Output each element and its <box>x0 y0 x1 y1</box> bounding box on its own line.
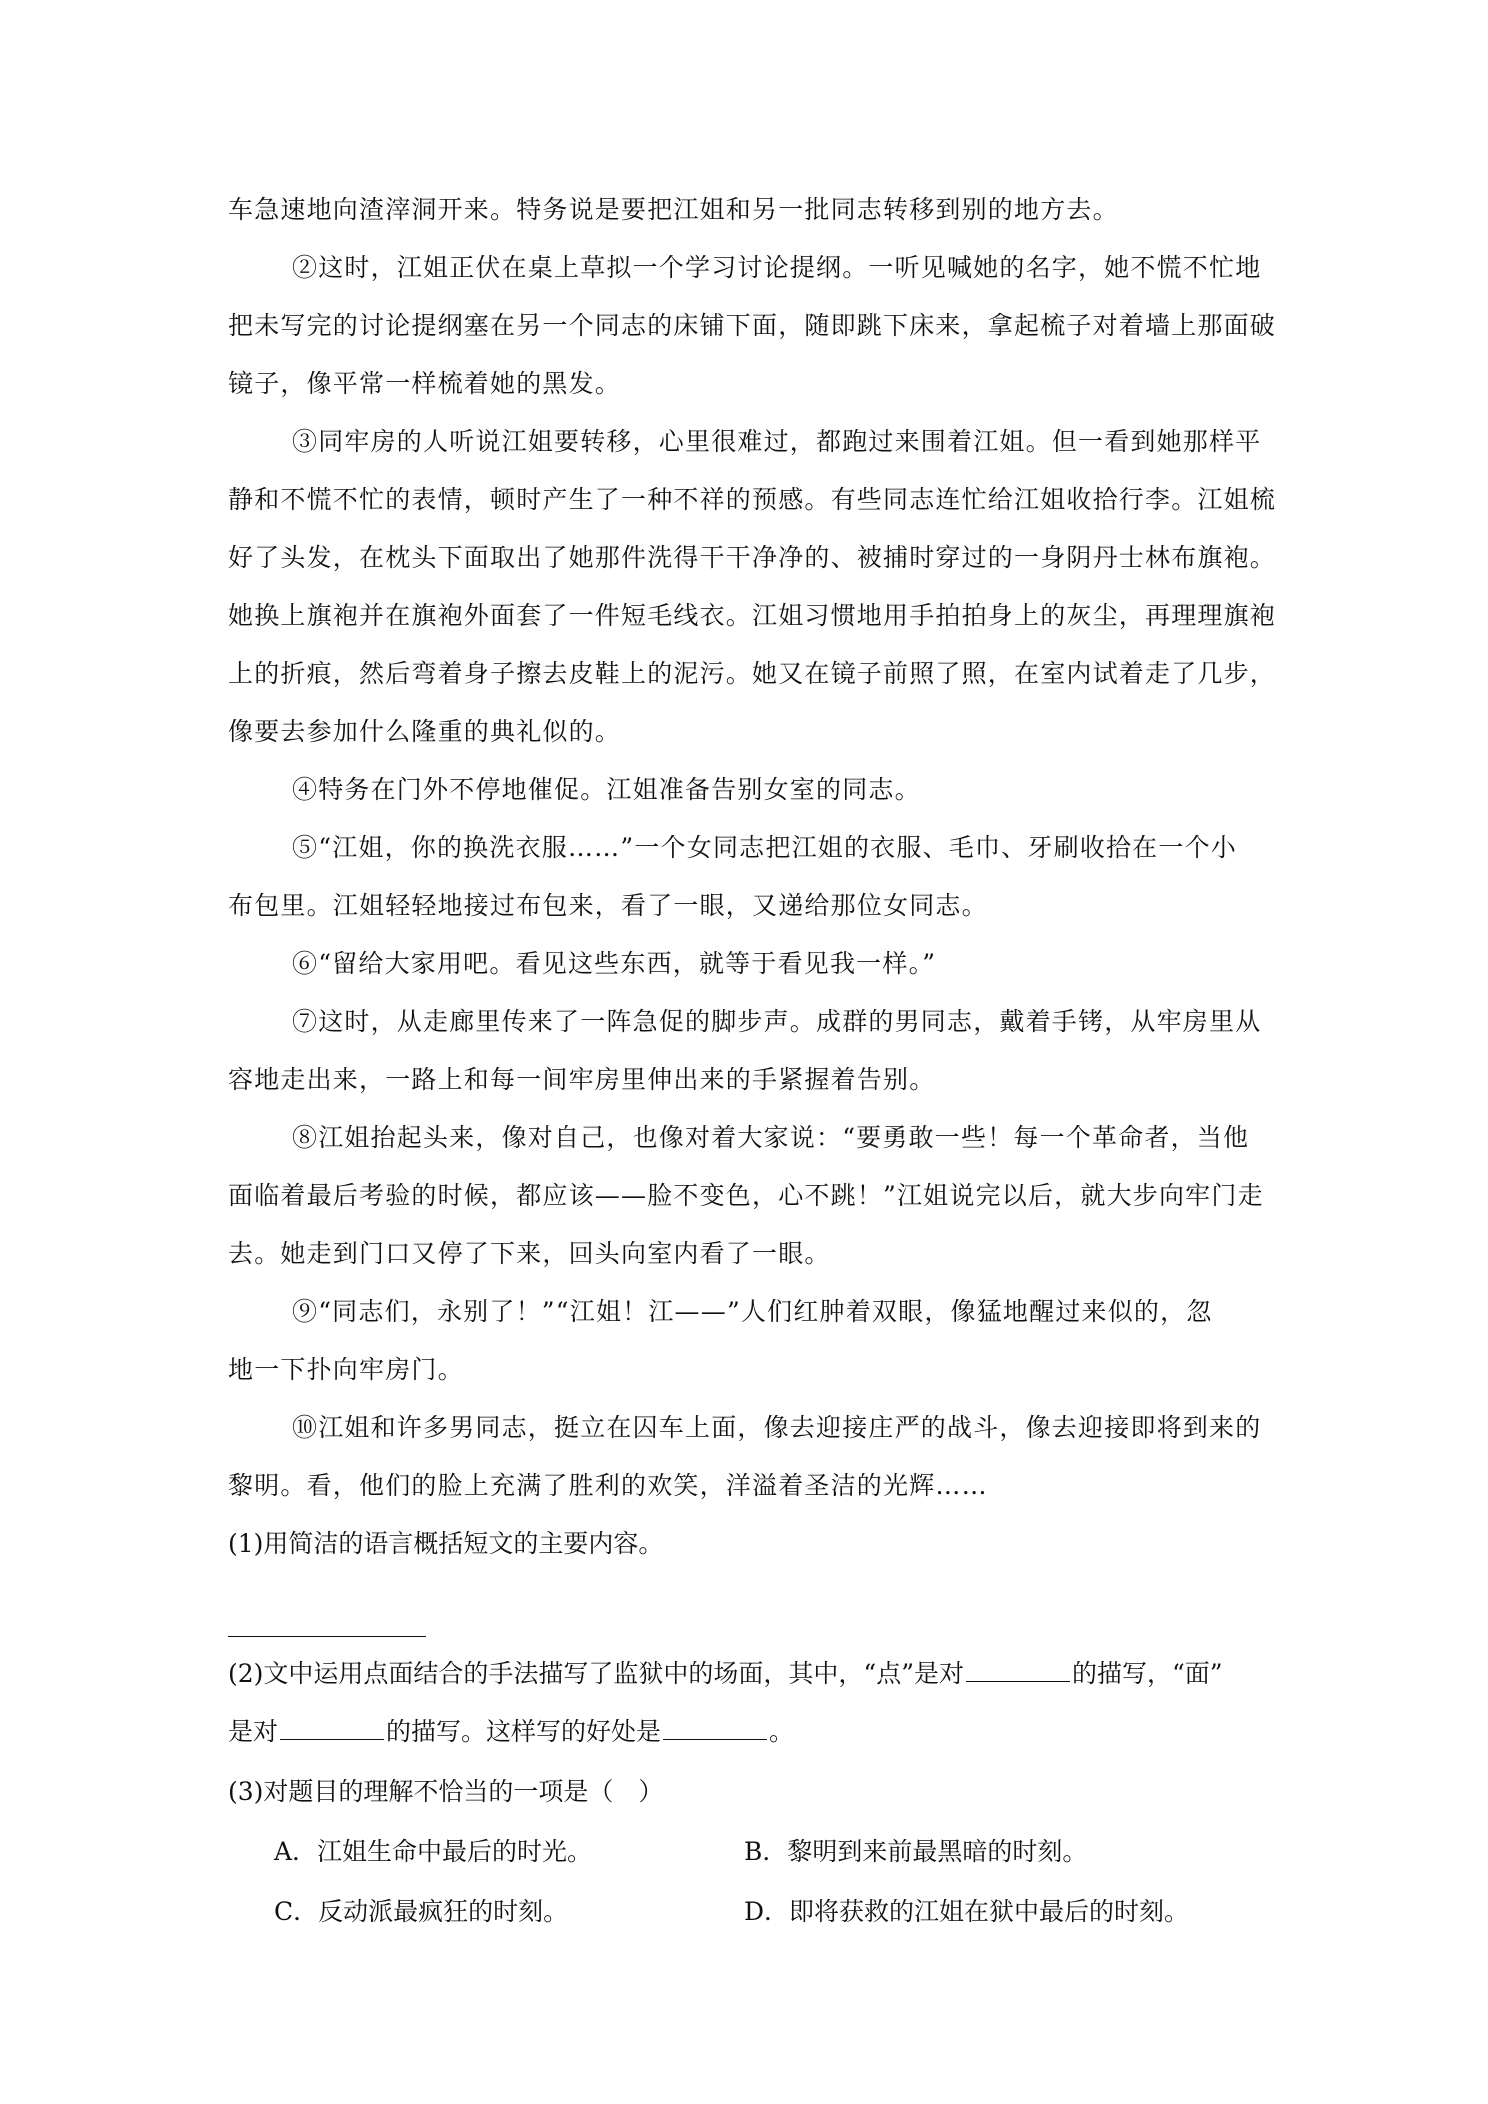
passage-line: 去。她走到门口又停了下来，回头向室内看了一眼。 <box>228 1239 831 1268</box>
option-b[interactable]: B．黎明到来前最黑暗的时刻。 <box>744 1837 1088 1866</box>
question-2-text: 是对 <box>228 1717 279 1746</box>
passage-line: 布包里。江姐轻轻地接过布包来，看了一眼，又递给那位女同志。 <box>228 891 988 920</box>
passage-line: 像要去参加什么隆重的典礼似的。 <box>228 717 622 746</box>
blank-point[interactable] <box>966 1657 1070 1682</box>
question-1: (1)用简洁的语言概括短文的主要内容。 <box>228 1529 664 1558</box>
question-2-text: 。 <box>769 1717 795 1746</box>
paragraph-9-start: ⑨“同志们，永别了！”“江姐！江——”人们红肿着双眼，像猛地醒过来似的，忽 <box>292 1297 1213 1326</box>
passage-line: 她换上旗袍并在旗袍外面套了一件短毛线衣。江姐习惯地用手拍拍身上的灰尘，再理理旗袍 <box>228 601 1277 630</box>
passage-line: 好了头发，在枕头下面取出了她那件洗得干干净净的、被捕时穿过的一身阴丹士林布旗袍。 <box>228 543 1277 572</box>
question-3: (3)对题目的理解不恰当的一项是（ ） <box>228 1777 664 1806</box>
question-2-line-1 <box>228 1656 1223 1692</box>
passage-line: 镜子，像平常一样梳着她的黑发。 <box>228 369 622 398</box>
passage-line: 面临着最后考验的时候，都应该——脸不变色，心不跳！”江姐说完以后，就大步向牢门走 <box>228 1181 1264 1210</box>
passage-line: 上的折痕，然后弯着身子擦去皮鞋上的泥污。她又在镜子前照了照，在室内试着走了几步， <box>228 659 1277 688</box>
blank-surface[interactable] <box>280 1715 384 1740</box>
passage-line: 容地走出来，一路上和每一间牢房里伸出来的手紧握着告别。 <box>228 1065 936 1094</box>
passage-line: 地一下扑向牢房门。 <box>228 1355 464 1384</box>
question-2-text: 的描写。这样写的好处是 <box>386 1717 662 1746</box>
question-2-line-2 <box>228 1714 794 1750</box>
paragraph-4: ④特务在门外不停地催促。江姐准备告别女室的同志。 <box>292 775 921 804</box>
option-c[interactable]: C．反动派最疯狂的时刻。 <box>274 1897 569 1926</box>
question-2-text: (2)文中运用点面结合的手法描写了监狱中的场面，其中，“点”是对 <box>228 1659 964 1688</box>
paragraph-2-start: ②这时，江姐正伏在桌上草拟一个学习讨论提纲。一听见喊她的名字，她不慌不忙地 <box>292 253 1262 282</box>
paragraph-8-start: ⑧江姐抬起头来，像对自己，也像对着大家说：“要勇敢一些！每一个革命者，当他 <box>292 1123 1250 1152</box>
blank-benefit[interactable] <box>663 1715 767 1740</box>
paragraph-6: ⑥“留给大家用吧。看见这些东西，就等于看见我一样。” <box>292 949 937 978</box>
passage-line: 静和不慌不忙的表情，顿时产生了一种不祥的预感。有些同志连忙给江姐收拾行李。江姐梳 <box>228 485 1277 514</box>
question-2-text: 的描写，“面” <box>1071 1659 1223 1688</box>
paragraph-7-start: ⑦这时，从走廊里传来了一阵急促的脚步声。成群的男同志，戴着手铐，从牢房里从 <box>292 1007 1262 1036</box>
answer-line[interactable] <box>228 1636 426 1637</box>
paragraph-3-start: ③同牢房的人听说江姐要转移，心里很难过，都跑过来围着江姐。但一看到她那样平 <box>292 427 1262 456</box>
passage-line: 车急速地向渣滓洞开来。特务说是要把江姐和另一批同志转移到别的地方去。 <box>228 195 1119 224</box>
passage-line: 把未写完的讨论提纲塞在另一个同志的床铺下面，随即跳下床来，拿起梳子对着墙上那面破 <box>228 311 1277 340</box>
passage-line: 黎明。看，他们的脸上充满了胜利的欢笑，洋溢着圣洁的光辉…… <box>228 1471 988 1500</box>
option-d[interactable]: D．即将获救的江姐在狱中最后的时刻。 <box>744 1897 1190 1926</box>
paragraph-10-start: ⑩江姐和许多男同志，挺立在囚车上面，像去迎接庄严的战斗，像去迎接即将到来的 <box>292 1413 1262 1442</box>
paragraph-5-start: ⑤“江姐，你的换洗衣服……”一个女同志把江姐的衣服、毛巾、牙刷收拾在一个小 <box>292 833 1237 862</box>
option-a[interactable]: A．江姐生命中最后的时光。 <box>274 1837 593 1866</box>
